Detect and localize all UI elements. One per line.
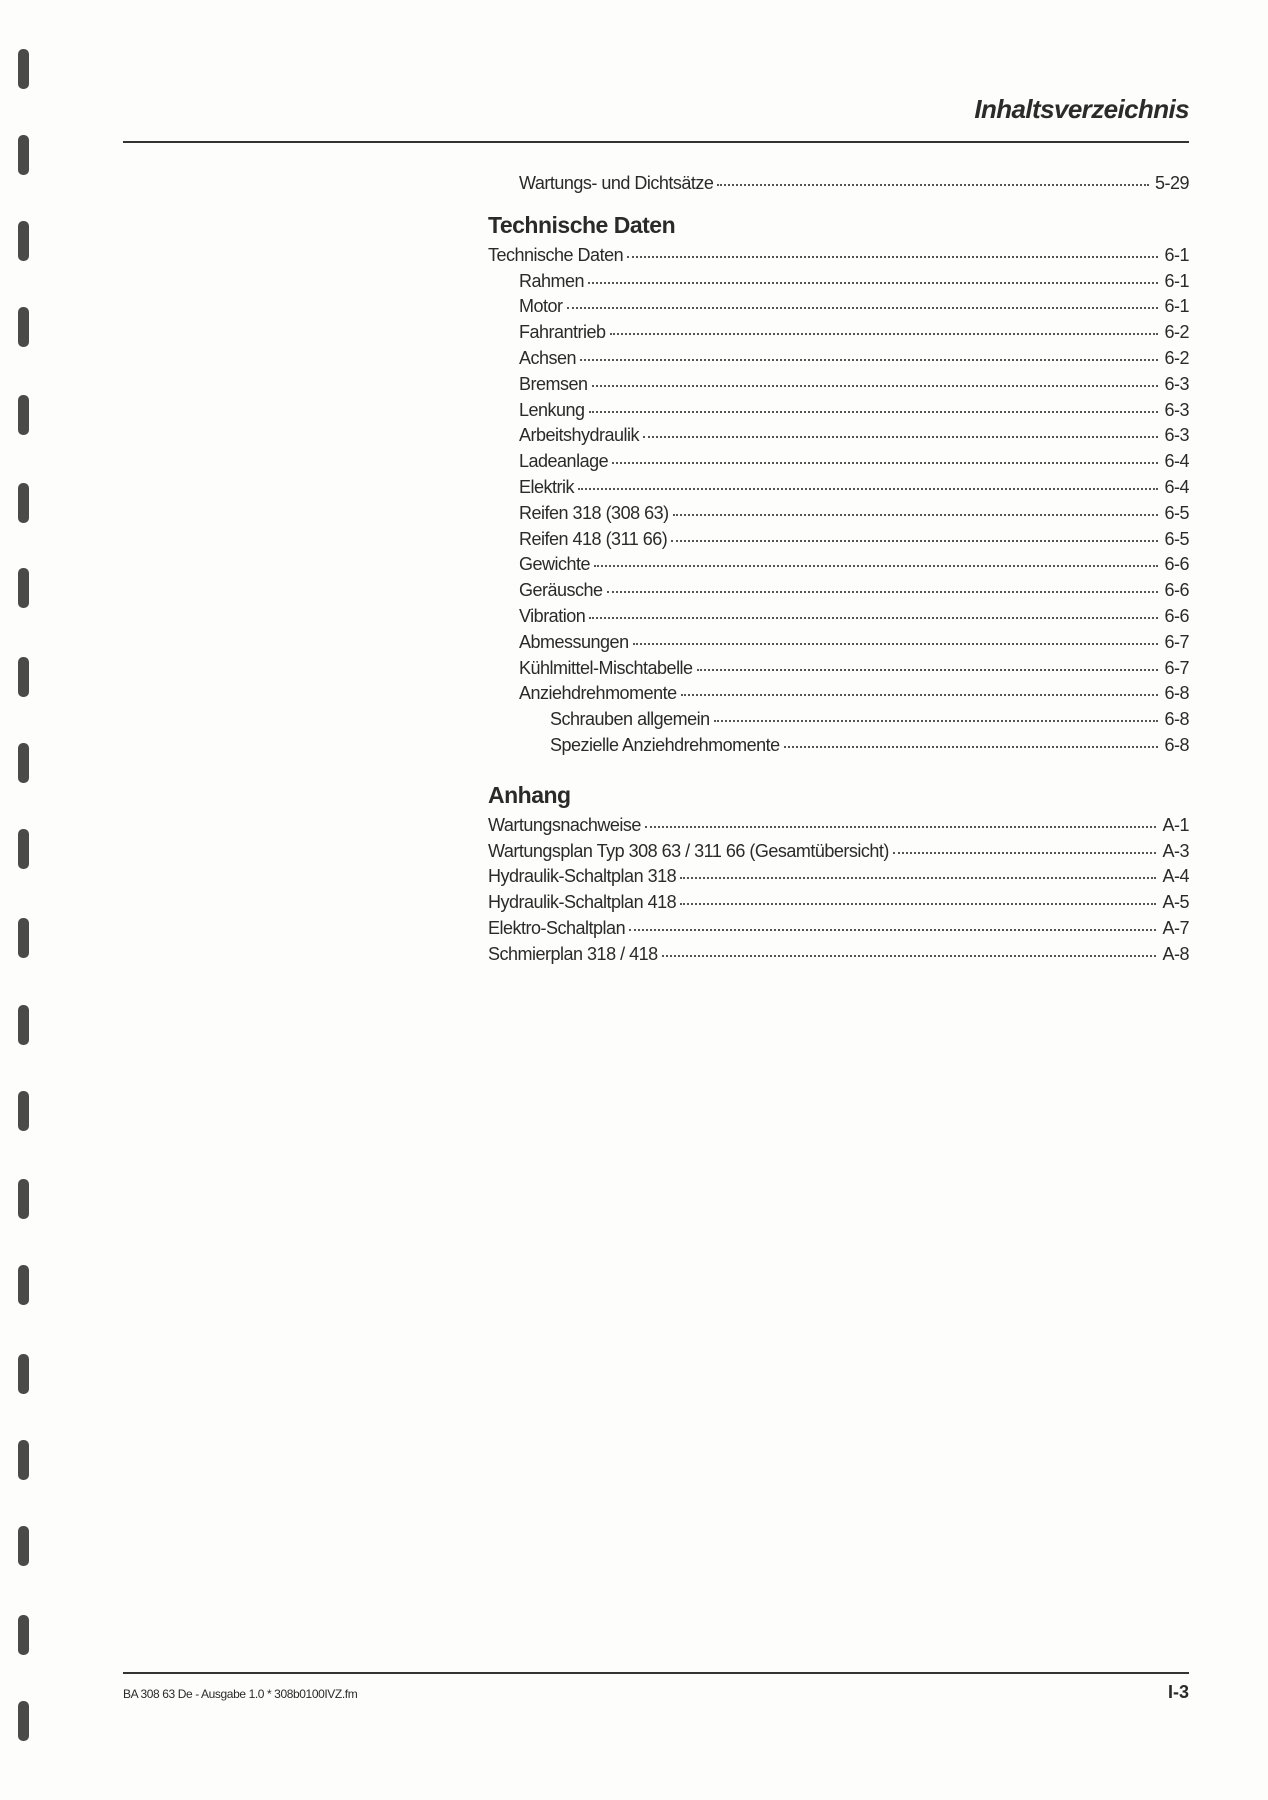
toc-entry[interactable] [488,374,1189,400]
binding-hole [18,1265,29,1305]
toc-entry[interactable] [488,683,1189,709]
dot-leader [592,385,1159,387]
binding-hole [18,743,29,783]
dot-leader [589,411,1159,413]
toc-entry-label: Spezielle Anziehdrehmomente [550,734,780,755]
toc-entry-page: A-5 [1162,892,1189,913]
toc-entry[interactable] [488,554,1189,580]
dot-leader [784,746,1159,748]
toc-entry-label: Elektrik [519,476,575,497]
toc-entry-label: Wartungs- und Dichtsätze [519,173,714,193]
dot-leader [680,903,1156,905]
binding-hole [18,1701,29,1741]
toc-entry-label: Bremsen [519,373,588,394]
toc-entry[interactable] [488,735,1189,761]
dot-leader [633,643,1159,645]
binding-hole [18,1526,29,1566]
binding-hole [18,657,29,697]
toc-entry-label: Wartungsplan Typ 308 63 / 311 66 (Gesamtübersicht) [488,840,889,861]
toc-entry-page: 6-6 [1164,554,1189,575]
dot-leader [612,462,1158,464]
toc-entry[interactable] [488,348,1189,374]
dot-leader [580,359,1158,361]
toc-entry[interactable] [488,271,1189,297]
dot-leader [673,514,1159,516]
toc-entry-page: 6-3 [1164,399,1189,420]
toc-entry-page: 6-3 [1164,425,1189,446]
binding-hole [18,568,29,608]
toc-entry[interactable] [488,400,1189,426]
toc-entry-label: Vibration [519,605,586,626]
dot-leader [671,540,1158,542]
toc-entry-label: Geräusche [519,580,603,601]
toc-entry-page: 6-2 [1164,322,1189,343]
toc-entry-page: 6-7 [1164,631,1189,652]
toc-entry-label: Motor [519,296,563,317]
toc-entry-page: 5-29 [1154,173,1189,193]
toc-entry-page: 6-6 [1164,605,1189,626]
toc-entry-page: 6-4 [1164,476,1189,497]
toc-entry-label: Technische Daten [488,244,624,265]
toc-entry-page: A-8 [1162,943,1189,964]
toc-entry[interactable] [488,173,1189,199]
toc-entry-label: Schrauben allgemein [550,709,710,730]
toc-entry[interactable] [488,503,1189,529]
toc-entry-label: Arbeitshydraulik [519,425,640,446]
toc-entry[interactable] [488,425,1189,451]
binding-hole [18,1179,29,1219]
dot-leader [681,694,1159,696]
toc-entry-label: Ladeanlage [519,451,609,472]
binding-hole [18,49,29,89]
toc-entry-page: 6-4 [1164,451,1189,472]
toc-entry-page: 6-8 [1164,734,1189,755]
dot-leader [578,488,1158,490]
toc-entry[interactable] [488,606,1189,632]
section-heading: Technische Daten [488,211,676,238]
footer-document-id: BA 308 63 De - Ausgabe 1.0 * 308b0100IVZ.fm [123,1687,358,1701]
dot-leader [662,955,1157,957]
toc-entry-page: A-7 [1162,917,1189,938]
toc-entry-page: 6-1 [1164,296,1189,317]
binding-hole [18,395,29,435]
toc-entry-label: Reifen 418 (311 66) [519,528,668,549]
dot-leader [610,333,1159,335]
toc-entry-label: Fahrantrieb [519,322,606,343]
toc-entry-page: 6-1 [1164,244,1189,265]
dot-leader [607,591,1159,593]
toc-entry[interactable] [488,451,1189,477]
toc-entry-label: Abmessungen [519,631,629,652]
toc-entry-page: A-3 [1162,840,1189,861]
dot-leader [714,720,1159,722]
dot-leader [645,826,1157,828]
toc-entry[interactable] [488,245,1189,271]
dot-leader [717,184,1149,186]
toc-entry-page: 6-8 [1164,683,1189,704]
toc-entry[interactable] [488,944,1189,970]
binding-hole [18,1091,29,1131]
binding-hole [18,135,29,175]
dot-leader [893,852,1157,854]
header-rule [123,141,1189,143]
toc-entry-label: Anziehdrehmomente [519,683,677,704]
binding-hole [18,483,29,523]
toc-entry-label: Schmierplan 318 / 418 [488,943,658,964]
toc-entry[interactable] [488,477,1189,503]
toc-entry-label: Kühlmittel-Mischtabelle [519,657,693,678]
toc-entry-label: Lenkung [519,399,585,420]
toc-entry-label: Hydraulik-Schaltplan 318 [488,866,677,887]
dot-leader [594,565,1158,567]
binding-hole [18,1005,29,1045]
binding-hole [18,307,29,347]
dot-leader [697,669,1159,671]
toc-entry[interactable] [488,580,1189,606]
toc-entry-label: Wartungsnachweise [488,814,641,835]
dot-leader [643,436,1158,438]
dot-leader [567,307,1159,309]
toc-entry-label: Gewichte [519,554,591,575]
binding-hole [18,1615,29,1655]
toc-entry-page: 6-5 [1164,528,1189,549]
table-of-contents [488,173,1189,970]
page-title: Inhaltsverzeichnis [974,94,1189,124]
binding-hole [18,221,29,261]
toc-entry-label: Rahmen [519,270,585,291]
dot-leader [589,617,1158,619]
toc-entry[interactable] [488,892,1189,918]
section-heading: Anhang [488,781,571,808]
binding-hole [18,829,29,869]
dot-leader [588,282,1158,284]
toc-entry-page: 6-7 [1164,657,1189,678]
toc-entry-page: 6-6 [1164,580,1189,601]
toc-entry[interactable] [488,529,1189,555]
toc-entry-label: Reifen 318 (308 63) [519,502,669,523]
binding-hole [18,918,29,958]
dot-leader [629,929,1156,931]
toc-entry[interactable] [488,658,1189,684]
footer-rule [123,1672,1189,1674]
toc-entry-label: Elektro-Schaltplan [488,917,626,938]
toc-entry-label: Achsen [519,347,577,368]
toc-entry[interactable] [488,322,1189,348]
toc-entry-page: 6-2 [1164,347,1189,368]
binding-hole [18,1354,29,1394]
toc-entry-page: 6-1 [1164,270,1189,291]
binding-hole [18,1440,29,1480]
toc-entry-page: A-4 [1162,866,1189,887]
toc-entry-page: A-1 [1162,814,1189,835]
toc-entry-page: 6-8 [1164,709,1189,730]
toc-entry[interactable] [488,841,1189,867]
dot-leader [627,256,1158,258]
dot-leader [680,877,1156,879]
toc-entry[interactable] [488,709,1189,735]
toc-entry[interactable] [488,815,1189,841]
toc-entry[interactable] [488,632,1189,658]
footer-page-number: I-3 [1167,1682,1189,1702]
toc-entry[interactable] [488,296,1189,322]
toc-entry-label: Hydraulik-Schaltplan 418 [488,892,677,913]
toc-entry-page: 6-5 [1164,502,1189,523]
toc-entry[interactable] [488,866,1189,892]
toc-entry[interactable] [488,918,1189,944]
toc-entry-page: 6-3 [1164,373,1189,394]
